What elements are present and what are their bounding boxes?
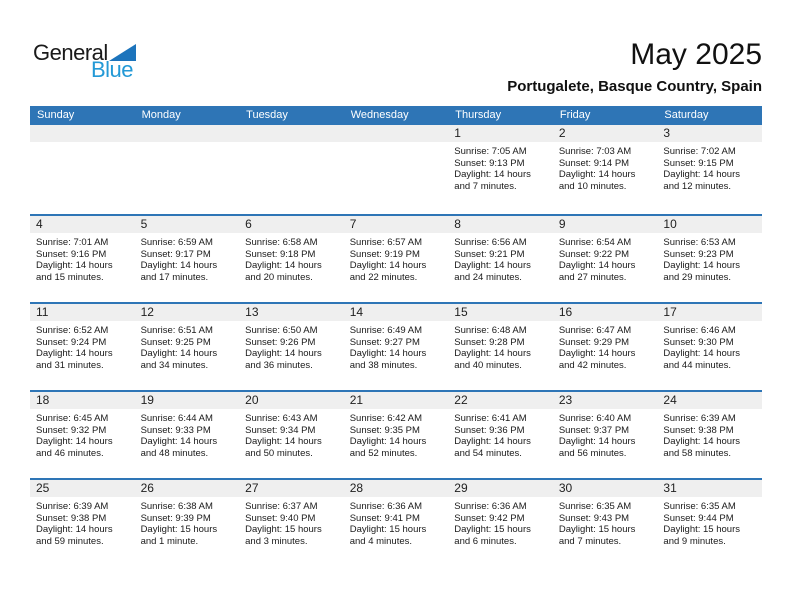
sunset-text: Sunset: 9:26 PM (245, 336, 316, 348)
daylight-text-line1: Daylight: 14 hours (36, 524, 113, 535)
sunrise-text: Sunrise: 6:38 AM (140, 501, 213, 512)
sunset-text: Sunset: 9:42 PM (454, 512, 525, 524)
sunset-text: Sunset: 9:25 PM (140, 336, 211, 348)
sunrise-text: Sunrise: 6:48 AM (454, 325, 527, 336)
weekday-header-3: Wednesday (350, 109, 409, 121)
day-cell-9 (553, 216, 658, 302)
day-number (344, 125, 449, 142)
daylight-text-line2: and 44 minutes. (663, 359, 732, 371)
logo-text-blue: Blue (91, 57, 134, 82)
day-number: 30 (553, 480, 658, 497)
day-number: 3 (657, 125, 762, 142)
day-cell-empty (30, 125, 135, 214)
logo-text-general: General (33, 40, 108, 65)
daylight-text-line2: and 34 minutes. (140, 359, 209, 371)
day-number: 1 (448, 125, 553, 142)
daylight-text-line1: Daylight: 14 hours (245, 348, 322, 359)
sunset-text: Sunset: 9:15 PM (663, 157, 734, 169)
sunrise-text: Sunrise: 6:52 AM (36, 325, 109, 336)
daylight-text-line1: Daylight: 14 hours (663, 436, 740, 447)
day-cell-22 (448, 392, 553, 478)
day-cell-29 (448, 480, 553, 566)
daylight-text-line1: Daylight: 14 hours (36, 436, 113, 447)
sunset-text: Sunset: 9:21 PM (454, 248, 525, 260)
day-cell-3 (657, 125, 762, 214)
sunrise-text: Sunrise: 6:43 AM (245, 413, 318, 424)
day-cell-11 (30, 304, 135, 390)
day-cell-21 (344, 392, 449, 478)
day-number (239, 125, 344, 142)
week-row-2 (30, 214, 762, 302)
sunset-text: Sunset: 9:14 PM (558, 157, 630, 169)
daylight-text-line2: and 7 minutes. (558, 535, 622, 547)
daylight-text-line2: and 9 minutes. (663, 535, 726, 547)
day-number: 24 (657, 392, 762, 409)
daylight-text-line2: and 56 minutes. (558, 447, 627, 459)
weekday-header-row (30, 106, 762, 125)
daylight-text-line1: Daylight: 15 hours (663, 524, 740, 535)
daylight-text-line2: and 38 minutes. (349, 359, 418, 371)
day-number: 26 (135, 480, 240, 497)
sunset-text: Sunset: 9:28 PM (454, 336, 525, 348)
weekday-header-5: Friday (559, 109, 591, 121)
daylight-text-line1: Daylight: 14 hours (558, 260, 636, 271)
day-cell-empty (344, 125, 449, 214)
general-blue-logo (33, 42, 136, 81)
daylight-text-line1: Daylight: 14 hours (36, 260, 113, 271)
day-number: 31 (657, 480, 762, 497)
daylight-text-line1: Daylight: 14 hours (663, 169, 740, 180)
week-row-3 (30, 302, 762, 390)
sunrise-text: Sunrise: 6:51 AM (140, 325, 213, 336)
day-number: 19 (135, 392, 240, 409)
sunrise-text: Sunrise: 6:36 AM (454, 501, 527, 512)
daylight-text-line2: and 58 minutes. (663, 447, 732, 459)
daylight-text-line2: and 31 minutes. (36, 359, 104, 371)
sunset-text: Sunset: 9:18 PM (245, 248, 316, 260)
daylight-text-line1: Daylight: 14 hours (454, 260, 531, 271)
daylight-text-line1: Daylight: 14 hours (349, 436, 427, 447)
daylight-text-line1: Daylight: 15 hours (349, 524, 427, 535)
sunrise-text: Sunrise: 6:39 AM (36, 501, 109, 512)
sunrise-text: Sunrise: 6:35 AM (558, 501, 632, 512)
day-cell-12 (135, 304, 240, 390)
daylight-text-line1: Daylight: 14 hours (349, 348, 427, 359)
sunrise-text: Sunrise: 6:37 AM (245, 501, 318, 512)
day-number: 14 (344, 304, 449, 321)
weeks-container (30, 125, 762, 566)
sunrise-text: Sunrise: 6:35 AM (663, 501, 736, 512)
sunset-text: Sunset: 9:13 PM (454, 157, 525, 169)
daylight-text-line1: Daylight: 14 hours (349, 260, 427, 271)
sunset-text: Sunset: 9:39 PM (140, 512, 211, 524)
daylight-text-line2: and 52 minutes. (349, 447, 418, 459)
day-cell-empty (239, 125, 344, 214)
day-number: 23 (553, 392, 658, 409)
daylight-text-line1: Daylight: 14 hours (140, 436, 218, 447)
day-cell-5 (135, 216, 240, 302)
sunset-text: Sunset: 9:19 PM (349, 248, 420, 260)
daylight-text-line2: and 27 minutes. (558, 271, 627, 283)
sunrise-text: Sunrise: 6:36 AM (349, 501, 423, 512)
day-number: 6 (239, 216, 344, 233)
location-subtitle: Portugalete, Basque Country, Spain (507, 78, 762, 95)
daylight-text-line1: Daylight: 15 hours (140, 524, 218, 535)
sunset-text: Sunset: 9:34 PM (245, 424, 316, 436)
sunset-text: Sunset: 9:22 PM (558, 248, 630, 260)
daylight-text-line1: Daylight: 14 hours (454, 348, 531, 359)
day-cell-19 (135, 392, 240, 478)
day-number: 25 (30, 480, 135, 497)
sunrise-text: Sunrise: 6:57 AM (349, 237, 423, 248)
day-number: 10 (657, 216, 762, 233)
daylight-text-line2: and 50 minutes. (245, 447, 313, 459)
sunrise-text: Sunrise: 6:41 AM (454, 413, 527, 424)
sunrise-text: Sunrise: 6:39 AM (663, 413, 736, 424)
day-cell-15 (448, 304, 553, 390)
week-row-5 (30, 478, 762, 566)
day-number: 22 (448, 392, 553, 409)
sunset-text: Sunset: 9:36 PM (454, 424, 525, 436)
day-number: 4 (30, 216, 135, 233)
daylight-text-line2: and 12 minutes. (663, 180, 732, 192)
daylight-text-line1: Daylight: 14 hours (558, 348, 636, 359)
sunset-text: Sunset: 9:24 PM (36, 336, 107, 348)
day-cell-31 (657, 480, 762, 566)
day-number: 11 (30, 304, 135, 321)
sunset-text: Sunset: 9:35 PM (349, 424, 420, 436)
day-number: 18 (30, 392, 135, 409)
sunrise-text: Sunrise: 7:01 AM (36, 237, 109, 248)
day-cell-30 (553, 480, 658, 566)
weekday-header-0: Sunday (37, 109, 75, 121)
day-cell-1 (448, 125, 553, 214)
sunrise-text: Sunrise: 6:42 AM (349, 413, 423, 424)
day-number: 21 (344, 392, 449, 409)
sunset-text: Sunset: 9:30 PM (663, 336, 734, 348)
logo-text-general-row (33, 42, 136, 64)
sunrise-text: Sunrise: 6:59 AM (140, 237, 213, 248)
sunrise-text: Sunrise: 6:46 AM (663, 325, 736, 336)
day-cell-20 (239, 392, 344, 478)
sunset-text: Sunset: 9:38 PM (36, 512, 107, 524)
sunset-text: Sunset: 9:37 PM (558, 424, 630, 436)
daylight-text-line2: and 6 minutes. (454, 535, 517, 547)
day-cell-2 (553, 125, 658, 214)
day-number: 8 (448, 216, 553, 233)
daylight-text-line1: Daylight: 15 hours (558, 524, 636, 535)
day-cell-16 (553, 304, 658, 390)
sunrise-text: Sunrise: 7:03 AM (558, 146, 632, 157)
sunrise-text: Sunrise: 7:05 AM (454, 146, 527, 157)
daylight-text-line2: and 3 minutes. (245, 535, 308, 547)
daylight-text-line2: and 42 minutes. (558, 359, 627, 371)
day-cell-25 (30, 480, 135, 566)
sunrise-text: Sunrise: 6:49 AM (349, 325, 423, 336)
weekday-header-6: Saturday (664, 109, 709, 121)
day-cell-28 (344, 480, 449, 566)
day-number: 28 (344, 480, 449, 497)
day-cell-empty (135, 125, 240, 214)
daylight-text-line1: Daylight: 14 hours (558, 169, 636, 180)
day-number (30, 125, 135, 142)
day-number: 9 (553, 216, 658, 233)
sunrise-text: Sunrise: 7:02 AM (663, 146, 736, 157)
day-cell-8 (448, 216, 553, 302)
daylight-text-line1: Daylight: 14 hours (454, 436, 531, 447)
daylight-text-line2: and 46 minutes. (36, 447, 104, 459)
day-number: 2 (553, 125, 658, 142)
day-number: 16 (553, 304, 658, 321)
day-cell-27 (239, 480, 344, 566)
daylight-text-line2: and 36 minutes. (245, 359, 313, 371)
day-cell-24 (657, 392, 762, 478)
daylight-text-line2: and 4 minutes. (349, 535, 413, 547)
daylight-text-line2: and 59 minutes. (36, 535, 104, 547)
sunset-text: Sunset: 9:41 PM (349, 512, 420, 524)
day-number: 7 (344, 216, 449, 233)
daylight-text-line1: Daylight: 14 hours (140, 260, 218, 271)
calendar (30, 106, 762, 566)
sunrise-text: Sunrise: 6:50 AM (245, 325, 318, 336)
daylight-text-line1: Daylight: 14 hours (245, 436, 322, 447)
week-row-1 (30, 125, 762, 214)
sunrise-text: Sunrise: 6:40 AM (558, 413, 632, 424)
day-number: 27 (239, 480, 344, 497)
day-cell-26 (135, 480, 240, 566)
daylight-text-line1: Daylight: 14 hours (140, 348, 218, 359)
day-number: 12 (135, 304, 240, 321)
daylight-text-line2: and 20 minutes. (245, 271, 313, 283)
daylight-text-line2: and 1 minute. (140, 535, 199, 547)
daylight-text-line2: and 29 minutes. (663, 271, 732, 283)
day-number: 13 (239, 304, 344, 321)
daylight-text-line2: and 22 minutes. (349, 271, 418, 283)
daylight-text-line2: and 40 minutes. (454, 359, 522, 371)
page-header (0, 0, 792, 106)
sunrise-text: Sunrise: 6:47 AM (558, 325, 632, 336)
sunset-text: Sunset: 9:29 PM (558, 336, 630, 348)
day-cell-4 (30, 216, 135, 302)
daylight-text-line2: and 17 minutes. (140, 271, 209, 283)
day-number: 20 (239, 392, 344, 409)
day-cell-14 (344, 304, 449, 390)
daylight-text-line1: Daylight: 15 hours (245, 524, 322, 535)
day-cell-17 (657, 304, 762, 390)
daylight-text-line2: and 48 minutes. (140, 447, 209, 459)
daylight-text-line1: Daylight: 14 hours (663, 260, 740, 271)
sunset-text: Sunset: 9:44 PM (663, 512, 734, 524)
month-title: May 2025 (630, 38, 762, 71)
weekday-header-2: Tuesday (246, 109, 288, 121)
weekday-header-1: Monday (141, 109, 181, 121)
daylight-text-line2: and 7 minutes. (454, 180, 517, 192)
week-row-4 (30, 390, 762, 478)
day-cell-10 (657, 216, 762, 302)
day-number: 29 (448, 480, 553, 497)
sunrise-text: Sunrise: 6:58 AM (245, 237, 318, 248)
day-number: 17 (657, 304, 762, 321)
daylight-text-line1: Daylight: 14 hours (663, 348, 740, 359)
sunset-text: Sunset: 9:43 PM (558, 512, 630, 524)
sunset-text: Sunset: 9:38 PM (663, 424, 734, 436)
sunset-text: Sunset: 9:27 PM (349, 336, 420, 348)
sunrise-text: Sunrise: 6:53 AM (663, 237, 736, 248)
day-cell-13 (239, 304, 344, 390)
sunset-text: Sunset: 9:32 PM (36, 424, 107, 436)
daylight-text-line2: and 54 minutes. (454, 447, 522, 459)
sunset-text: Sunset: 9:23 PM (663, 248, 734, 260)
daylight-text-line1: Daylight: 14 hours (558, 436, 636, 447)
sunrise-text: Sunrise: 6:45 AM (36, 413, 109, 424)
sunset-text: Sunset: 9:40 PM (245, 512, 316, 524)
daylight-text-line1: Daylight: 14 hours (245, 260, 322, 271)
daylight-text-line2: and 10 minutes. (558, 180, 627, 192)
daylight-text-line1: Daylight: 14 hours (36, 348, 113, 359)
weekday-header-4: Thursday (455, 109, 502, 121)
day-number: 15 (448, 304, 553, 321)
sunset-text: Sunset: 9:16 PM (36, 248, 107, 260)
daylight-text-line1: Daylight: 14 hours (454, 169, 531, 180)
day-number (135, 125, 240, 142)
day-cell-23 (553, 392, 658, 478)
day-number: 5 (135, 216, 240, 233)
daylight-text-line2: and 24 minutes. (454, 271, 522, 283)
daylight-text-line1: Daylight: 15 hours (454, 524, 531, 535)
day-cell-18 (30, 392, 135, 478)
logo-triangle-icon (109, 44, 136, 61)
day-cell-6 (239, 216, 344, 302)
day-cell-7 (344, 216, 449, 302)
sunset-text: Sunset: 9:17 PM (140, 248, 211, 260)
sunrise-text: Sunrise: 6:44 AM (140, 413, 213, 424)
sunrise-text: Sunrise: 6:56 AM (454, 237, 527, 248)
daylight-text-line2: and 15 minutes. (36, 271, 104, 283)
sunrise-text: Sunrise: 6:54 AM (558, 237, 632, 248)
sunset-text: Sunset: 9:33 PM (140, 424, 211, 436)
